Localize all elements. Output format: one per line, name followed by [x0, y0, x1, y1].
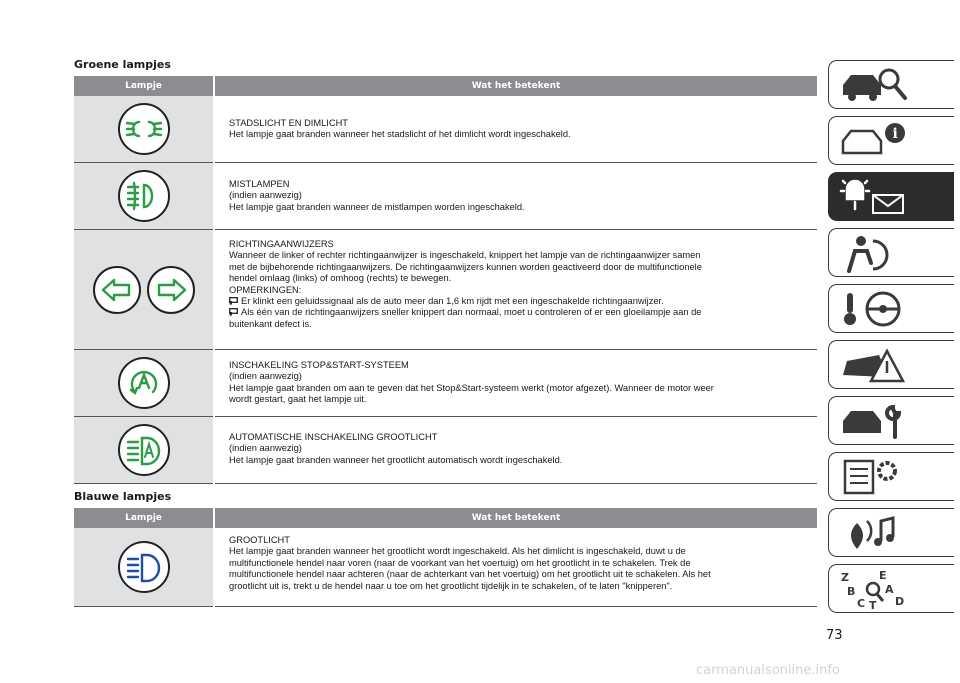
- table-row: [74, 417, 817, 484]
- steering-wheel-icon: [839, 289, 911, 329]
- table-row: [74, 230, 817, 350]
- index-letter: C: [857, 597, 866, 609]
- icon-cell: [74, 96, 214, 163]
- chapter-tab-multimedia[interactable]: [828, 508, 954, 557]
- chapter-tab-driving[interactable]: [828, 284, 954, 333]
- index-letters-icon: [839, 569, 911, 609]
- icon-cell: [74, 528, 214, 607]
- chapter-tab-maintenance[interactable]: [828, 396, 954, 445]
- col-header-lamp: Lampje: [74, 508, 214, 528]
- description-cell: [214, 230, 817, 350]
- description-cell: [214, 163, 817, 230]
- chapter-tab-getting-to-know[interactable]: [828, 60, 954, 109]
- description-line: Het lampje gaat branden wanneer het stadslicht of het dimlicht wordt ingeschakeld.: [229, 129, 571, 140]
- car-info-icon: [839, 121, 911, 161]
- description-line: (indien aanwezig): [229, 443, 302, 454]
- col-header-lamp: Lampje: [74, 76, 214, 96]
- lamp-name: GROOTLICHT: [229, 535, 290, 545]
- watermark: carmanualsonline.info: [696, 663, 840, 678]
- lamp-name: AUTOMATISCHE INSCHAKELING GROOTLICHT: [229, 432, 438, 442]
- fog-light-icon: [117, 169, 171, 223]
- lamp-name: STADSLICHT EN DIMLICHT: [229, 118, 348, 128]
- col-header-meaning: Wat het betekent: [214, 76, 817, 96]
- description-line: Het lampje gaat branden om aan te geven dat het Stop&Start-systeem werkt (motor afgezet). Wanneer de motor weer: [229, 382, 714, 393]
- col-header-meaning: Wat het betekent: [214, 508, 817, 528]
- index-letter: E: [879, 569, 887, 582]
- green-section-title: Groene lampjes: [74, 58, 171, 71]
- table-row: [74, 528, 817, 607]
- description-line: Het lampje gaat branden wanneer de mistlampen worden ingeschakeld.: [229, 201, 525, 212]
- note-bullet-icon: [229, 308, 238, 316]
- chapter-tab-specifications[interactable]: [828, 452, 954, 501]
- icon-cell: [74, 417, 214, 484]
- index-letter: B: [847, 585, 856, 598]
- description-line: multifunctionele hendel naar voren (naar de voorkant van het voertuig) om het grootlicht in te schakelen. Trek de: [229, 557, 691, 568]
- note-text: Er klinkt een geluidssignaal als de auto meer dan 1,6 km rijdt met een ingeschakelde richtingaanwijzer.: [241, 296, 664, 307]
- icon-cell: [74, 350, 214, 417]
- sidelight-dipped-beam-icon: [117, 102, 171, 156]
- specs-gear-icon: [839, 457, 911, 497]
- index-letter: Z: [841, 571, 849, 584]
- table-row: [74, 350, 817, 417]
- car-crash-warning-icon: [839, 345, 911, 385]
- auto-high-beam-icon: [117, 423, 171, 477]
- description-cell: [214, 96, 817, 163]
- description-line: multifunctionele hendel naar achteren (naar de achterkant van het voertuig) om het grootlicht uit te schakelen. Als het: [229, 569, 711, 580]
- car-wrench-icon: [839, 401, 911, 441]
- airbag-person-icon: [839, 233, 911, 273]
- icon-cell: [74, 230, 214, 350]
- notes-heading: OPMERKINGEN:: [229, 284, 302, 295]
- lamp-name: MISTLAMPEN: [229, 179, 290, 189]
- start-stop-icon: [117, 356, 171, 410]
- warning-light-mail-icon: [839, 177, 911, 217]
- lamp-name: INSCHAKELING STOP&START-SYSTEEM: [229, 360, 409, 370]
- car-search-icon: [839, 65, 911, 105]
- index-letter: A: [885, 583, 894, 596]
- description-line: hendel omlaag (links) of omhoog (rechts) te bewegen.: [229, 273, 452, 284]
- note-text: Als één van de richtingaanwijzers sneller knippert dan normaal, moet u controleren of er een gloeilampje aan de: [241, 307, 702, 318]
- description-cell: [214, 350, 817, 417]
- lamp-name: RICHTINGAANWIJZERS: [229, 239, 334, 249]
- blue-section-title: Blauwe lampjes: [74, 490, 172, 503]
- description-line: met de bijbehorende richtingaanwijzers. De richtingaanwijzers kunnen worden geactiveerd door de multifunctionele: [229, 261, 702, 272]
- description-cell: [214, 528, 817, 607]
- note-item: [229, 296, 813, 307]
- chapter-tab-info[interactable]: [828, 116, 954, 165]
- description-line: Het lampje gaat branden wanneer het grootlicht automatisch wordt ingeschakeld.: [229, 454, 563, 465]
- note-item: [229, 307, 813, 318]
- turn-signal-icon: [92, 265, 196, 315]
- multimedia-icon: [839, 513, 911, 553]
- index-letter: T: [869, 599, 877, 609]
- chapter-tab-emergency[interactable]: [828, 340, 954, 389]
- table-row: [74, 163, 817, 230]
- blue-lamp-table: [74, 508, 817, 607]
- description-line: grootlicht uit is, trekt u de hendel naar u toe om het grootlicht tijdelijk in te schakelen, of te laten "knipperen".: [229, 580, 673, 591]
- icon-cell: [74, 163, 214, 230]
- svg-text:i: i: [892, 126, 898, 142]
- note-bullet-icon: [229, 297, 238, 305]
- description-line: Het lampje gaat branden wanneer het grootlicht wordt ingeschakeld. Als het dimlicht is ingeschakeld, duwt u de: [229, 546, 686, 557]
- index-letter: D: [895, 595, 905, 608]
- note-text: buitenkant defect is.: [229, 318, 312, 329]
- page-number: 73: [826, 628, 843, 643]
- chapter-tab-safety[interactable]: [828, 228, 954, 277]
- description-line: wordt gestart, gaat het lampje uit.: [229, 394, 367, 405]
- description-line: Wanneer de linker of rechter richtingaanwijzer is ingeschakeld, knippert het lampje van de richtingaanwijzer samen: [229, 250, 701, 261]
- chapter-tab-index[interactable]: [828, 564, 954, 613]
- table-row: [74, 96, 817, 163]
- green-lamp-table: [74, 76, 817, 484]
- chapter-tab-warning-lights[interactable]: [828, 172, 954, 221]
- description-cell: [214, 417, 817, 484]
- description-line: (indien aanwezig): [229, 371, 302, 382]
- high-beam-icon: [117, 540, 171, 594]
- description-line: (indien aanwezig): [229, 190, 302, 201]
